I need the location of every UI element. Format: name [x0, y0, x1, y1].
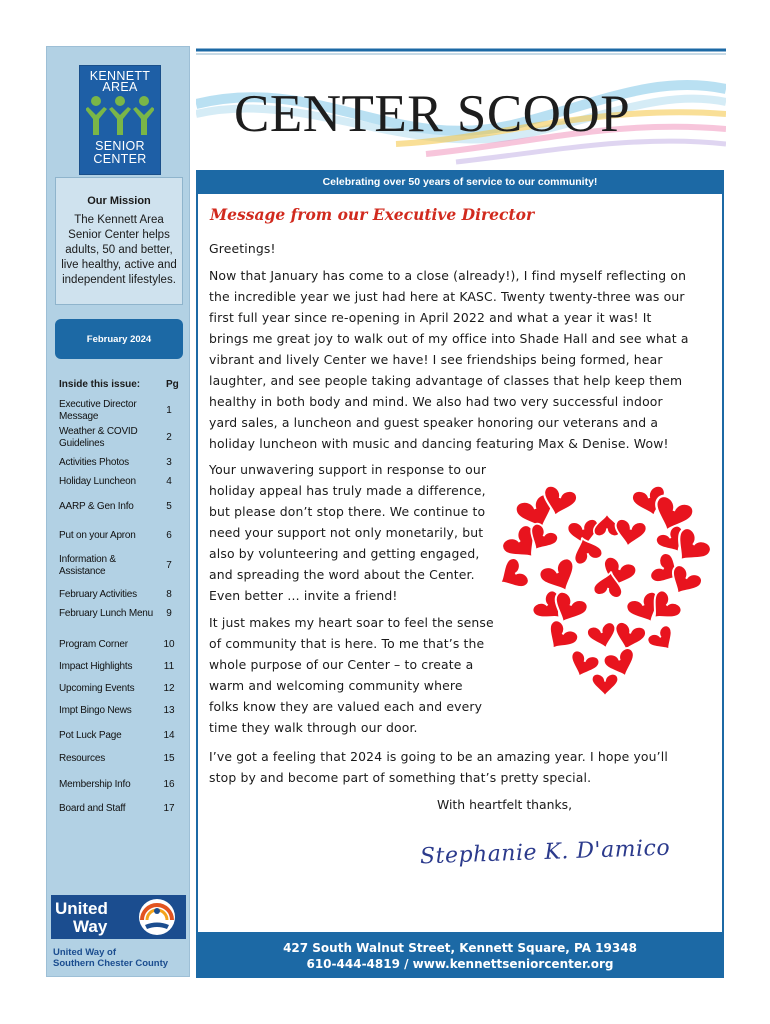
- toc-item-page: 4: [166, 476, 172, 487]
- mission-box: [55, 177, 183, 305]
- article-paragraph-1: Now that January has come to a close (already!), I find myself reflecting on the incredible year we just had here at KASC. Twenty twenty-three was our first full year since re-opening in April 2022 and what a year it was! It brings me great joy to walk out of my office into Shade Hall and see what a vibrant and lively Center we have! I see friendships being formed, hear laughter, and see people taking advantage of classes that help keep them healthy in both body and mind. We also had two very successful indoor yard sales, a luncheon and guest speaker honoring our veterans and a holiday luncheon with music and dancing featuring Max & Denise. Wow!: [209, 268, 689, 451]
- toc-item[interactable]: [59, 530, 187, 542]
- toc-item-label: Holiday Luncheon: [59, 476, 136, 487]
- toc-item-page: 2: [166, 432, 172, 443]
- toc-item-label: Information & Assistance: [59, 554, 116, 577]
- toc-item[interactable]: [59, 554, 187, 578]
- toc-item-label: Activities Photos: [59, 457, 129, 468]
- toc-item-label: Upcoming Events: [59, 683, 135, 694]
- masthead: [196, 44, 726, 170]
- logo-line-1: KENNETT: [89, 69, 151, 83]
- toc-item[interactable]: [59, 639, 187, 651]
- logo-line-2: AREA: [102, 80, 138, 94]
- toc-item-page: 14: [163, 730, 175, 741]
- toc-item[interactable]: [59, 683, 187, 695]
- sidebar: [46, 46, 190, 977]
- toc-item[interactable]: [59, 753, 187, 765]
- toc-item-label: Weather & COVID Guidelines: [59, 426, 138, 449]
- toc-item[interactable]: [59, 589, 187, 601]
- united-way-word-1: United: [55, 899, 108, 918]
- toc-item-label: Put on your Apron: [59, 530, 136, 541]
- toc-item-page: 10: [163, 639, 175, 650]
- heart-of-hearts-illustration: [492, 460, 722, 700]
- footer-address: 427 South Walnut Street, Kennett Square, PA 19348: [283, 941, 637, 955]
- toc-item[interactable]: [59, 730, 187, 742]
- people-figures-icon: [86, 95, 154, 135]
- kasc-logo: [79, 65, 161, 175]
- toc-item-label: Impact Highlights: [59, 661, 133, 672]
- toc-header-label: Inside this issue:: [59, 379, 141, 390]
- toc-item-page: 1: [166, 405, 172, 416]
- toc-item-label: Resources: [59, 753, 105, 764]
- footer-contact[interactable]: 610-444-4819 / www.kennettseniorcenter.org: [306, 957, 614, 971]
- mission-title: Our Mission: [87, 195, 151, 207]
- toc-item-page: 8: [166, 589, 172, 600]
- toc-item[interactable]: [59, 399, 187, 423]
- united-way-caption: [53, 947, 168, 969]
- tagline-bar: Celebrating over 50 years of service to our community!: [196, 170, 724, 194]
- toc-item-page: 15: [163, 753, 175, 764]
- article-heading: Message from our Executive Director: [210, 205, 535, 224]
- toc-item-page: 13: [163, 705, 175, 716]
- toc-item-page: 12: [163, 683, 175, 694]
- toc-item[interactable]: [59, 661, 187, 673]
- toc-item[interactable]: [59, 501, 187, 513]
- united-way-hand-rainbow-icon: [137, 898, 177, 936]
- united-way-badge: [51, 895, 186, 939]
- toc-item[interactable]: [59, 779, 187, 791]
- toc-item-page: 5: [166, 501, 172, 512]
- toc-item-label: Pot Luck Page: [59, 730, 122, 741]
- toc-item-page: 6: [166, 530, 172, 541]
- toc-item-label: Program Corner: [59, 639, 128, 650]
- toc-item-label: February Lunch Menu: [59, 608, 154, 619]
- toc-item-label: February Activities: [59, 589, 137, 600]
- article-signoff: With heartfelt thanks,: [437, 797, 573, 812]
- footer-contact-bar: [196, 934, 724, 978]
- toc-item-page: 7: [166, 560, 172, 571]
- united-way-word-2: Way: [73, 917, 108, 936]
- article-greeting: Greetings!: [209, 241, 276, 256]
- article-paragraph-2: Your unwavering support in response to our holiday appeal has truly made a difference, but please don’t stop there. We continue to need your support not only monetarily, but also by volunteering and getting engaged, and spreading the word about the Center. Even better … invite a friend!: [209, 462, 487, 603]
- toc-header-page: Pg: [166, 379, 179, 390]
- toc-item-page: 9: [166, 608, 172, 619]
- toc-item-page: 16: [163, 779, 175, 790]
- toc-item-label: Membership Info: [59, 779, 131, 790]
- toc-item[interactable]: [59, 426, 187, 450]
- united-way-caption-line-2: Southern Chester County: [53, 958, 169, 969]
- logo-line-3: SENIOR: [95, 139, 145, 153]
- toc-item[interactable]: [59, 457, 187, 469]
- toc-item-label: AARP & Gen Info: [59, 501, 134, 512]
- toc-item[interactable]: [59, 476, 187, 488]
- toc-item-label: Executive Director Message: [59, 399, 137, 422]
- toc-item-page: 3: [166, 457, 172, 468]
- issue-date-badge: February 2024: [55, 319, 183, 359]
- toc-item[interactable]: [59, 608, 187, 620]
- toc-item[interactable]: [59, 705, 187, 717]
- toc-item-page: 11: [163, 661, 175, 672]
- article-paragraph-3: It just makes my heart soar to feel the sense of community that is here. To me that’s the whole purpose of our Center – to create a warm and welcoming community where folks know they are valued each and every time they walk through our door.: [209, 615, 494, 735]
- logo-line-4: CENTER: [93, 152, 147, 166]
- toc-item[interactable]: [59, 803, 187, 815]
- united-way-logo: [47, 887, 191, 977]
- newsletter-title: CENTER SCOOP: [234, 85, 631, 143]
- united-way-caption-line-1: United Way of: [53, 947, 116, 958]
- toc-item-label: Impt Bingo News: [59, 705, 132, 716]
- article-paragraph-4: I’ve got a feeling that 2024 is going to be an amazing year. I hope you’ll stop by and become part of something that’s pretty special.: [209, 749, 668, 785]
- director-signature: Stephanie K. D'amico: [419, 835, 671, 870]
- toc-item-page: 17: [163, 803, 175, 814]
- mission-text: The Kennett Area Senior Center helps adults, 50 and better, live healthy, active and independent lifestyles.: [61, 214, 177, 286]
- toc-item-label: Board and Staff: [59, 803, 126, 814]
